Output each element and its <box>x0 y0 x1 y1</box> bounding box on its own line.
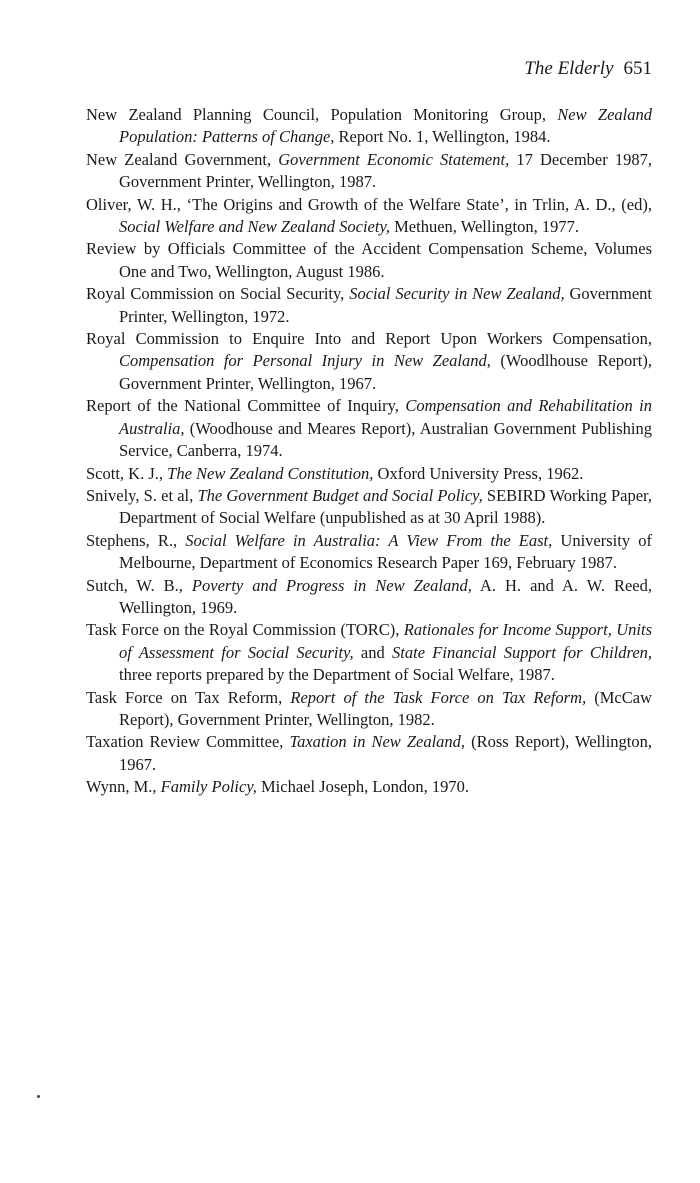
reference-text: Task Force on Tax Reform, <box>86 687 291 707</box>
reference-title: Report of the Task Force on Tax Reform, <box>290 687 587 707</box>
reference-entry <box>86 149 652 194</box>
reference-text: New Zealand Government, <box>86 149 279 169</box>
reference-entry <box>86 463 652 485</box>
reference-entry <box>86 776 652 798</box>
reference-text: Government Printer, Wellington, 1972. <box>119 284 652 326</box>
reference-title: Family Policy, <box>160 777 257 797</box>
reference-text: Taxation Review Committee, <box>86 732 290 752</box>
reference-title: The New Zealand Constitution, <box>167 463 374 483</box>
reference-title: Rationales for Income Support, Units of Assessment for Social Security, <box>119 620 652 662</box>
reference-title: Government Economic Statement, <box>278 149 510 169</box>
reference-title: Poverty and Progress in New Zealand, <box>191 575 472 595</box>
reference-text: SEBIRD Working Paper, Department of Social Welfare (unpublished as at 30 April 1988). <box>119 485 652 528</box>
reference-title: State Financial Support for Children, <box>392 642 653 662</box>
reference-entry <box>86 395 652 462</box>
reference-entry <box>86 238 652 283</box>
reference-entry <box>86 328 652 395</box>
reference-entry <box>86 283 652 328</box>
reference-text: Snively, S. et al, <box>86 485 198 505</box>
reference-title: Social Welfare and New Zealand Society, <box>119 217 390 237</box>
reference-text: 17 December 1987, Government Printer, Wellington, 1987. <box>119 149 652 192</box>
reference-text: University of Melbourne, Department of Economics Research Paper 169, February 1987. <box>119 530 652 573</box>
reference-title: New Zealand Population: Patterns of Change, <box>119 105 653 147</box>
reference-title: The Government Budget and Social Policy, <box>197 485 483 505</box>
reference-text: and <box>353 642 393 662</box>
reference-entry <box>86 619 652 686</box>
reference-text: Oxford University Press, 1962. <box>373 463 584 483</box>
running-head <box>524 58 652 80</box>
reference-text: (Woodhouse and Meares Report), Australian Government Publishing Service, Canberra, 1974. <box>119 418 652 461</box>
reference-entry <box>86 104 652 149</box>
page-number: 651 <box>623 58 652 79</box>
reference-text: New Zealand Planning Council, Population Monitoring Group, <box>86 105 558 124</box>
reference-text: Wynn, M., <box>86 777 161 797</box>
reference-text: Report of the National Committee of Inquiry, <box>86 396 406 416</box>
stray-mark <box>37 1095 40 1098</box>
reference-text: Review by Officials Committee of the Accident Compensation Scheme, Volumes One and Two, Wellington, August 1986. <box>86 239 652 281</box>
reference-text: Oliver, W. H., ‘The Origins and Growth of the Welfare State’, in Trlin, A. D., (ed), <box>86 194 652 214</box>
reference-text: Report No. 1, Wellington, 1984. <box>334 127 551 147</box>
reference-text: Methuen, Wellington, 1977. <box>390 217 580 237</box>
reference-list <box>86 104 652 799</box>
reference-title: Social Security in New Zealand, <box>349 284 565 304</box>
reference-entry <box>86 575 652 620</box>
reference-text: Michael Joseph, London, 1970. <box>256 777 470 797</box>
reference-text: Scott, K. J., <box>86 463 168 483</box>
reference-text: Royal Commission to Enquire Into and Report Upon Workers Compensation, <box>86 329 652 349</box>
reference-title: Compensation for Personal Injury in New Zealand, <box>119 351 491 371</box>
reference-text: (McCaw Report), Government Printer, Wellington, 1982. <box>119 687 652 729</box>
reference-text: Stephens, R., <box>86 530 186 550</box>
reference-entry <box>86 731 652 776</box>
reference-text: Task Force on the Royal Commission (TORC), <box>86 620 404 640</box>
reference-text: (Woodlhouse Report), Government Printer, Wellington, 1967. <box>119 351 652 393</box>
reference-text: (Ross Report), Wellington, 1967. <box>119 732 653 774</box>
reference-text: A. H. and A. W. Reed, Wellington, 1969. <box>119 575 652 617</box>
reference-text: three reports prepared by the Department of Social Welfare, 1987. <box>119 665 555 685</box>
reference-title: Compensation and Rehabilitation in Australia, <box>119 396 653 438</box>
reference-entry <box>86 485 652 530</box>
reference-text: Royal Commission on Social Security, <box>86 284 350 304</box>
reference-title: Taxation in New Zealand, <box>289 732 466 752</box>
reference-entry <box>86 194 652 239</box>
reference-title: Social Welfare in Australia: A View From the East, <box>185 530 553 550</box>
reference-entry <box>86 687 652 732</box>
chapter-title: The Elderly <box>524 58 614 79</box>
reference-text: Sutch, W. B., <box>86 575 192 595</box>
reference-entry <box>86 530 652 575</box>
